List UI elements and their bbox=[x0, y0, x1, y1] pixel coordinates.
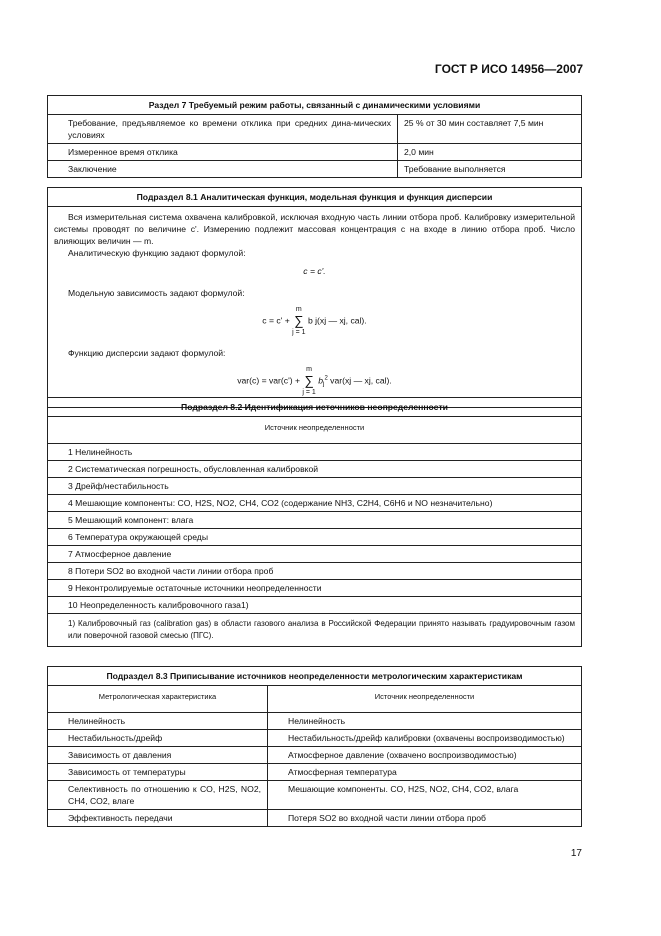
sum-symbol: m ∑ j = 1 bbox=[292, 306, 306, 336]
table-row bbox=[48, 115, 582, 144]
list-item: 2 Систематическая погрешность, обусловленная калибровкой bbox=[48, 461, 582, 478]
section83-title: Подраздел 8.3 Приписывание источников неопределенности метрологическим характеристикам bbox=[48, 667, 582, 686]
section81-paragraph: Вся измерительная система охвачена калибровкой, исключая входную часть линии отбора проб. Калибровку измерительной системы проводят по величине c'. Измерению подлежит массовая концентрация c на входе в линию отбора проб. Число влияющих величин — m. bbox=[54, 212, 575, 246]
document-id: ГОСТ Р ИСО 14956—2007 bbox=[434, 62, 583, 76]
list-item: 5 Мешающий компонент: влага bbox=[48, 512, 582, 529]
table-row bbox=[48, 161, 582, 178]
table-row: Зависимость от температуры Атмосферная температура bbox=[48, 764, 582, 781]
list-item: 9 Неконтролируемые остаточные источники неопределенности bbox=[48, 580, 582, 597]
requirement-label: Требование, предъявляемое ко времени отклика при средних дина-мических условиях bbox=[48, 115, 398, 144]
section7-title: Раздел 7 Требуемый режим работы, связанный с динамическими условиями bbox=[48, 96, 582, 115]
list-item: 8 Потери SO2 во входной части линии отбора проб bbox=[48, 563, 582, 580]
list-item: 7 Атмосферное давление bbox=[48, 546, 582, 563]
page-number: 17 bbox=[570, 848, 582, 859]
dispersion-intro: Функцию дисперсии задают формулой: bbox=[68, 348, 226, 358]
column-header: Метрологическая характеристика bbox=[48, 686, 268, 713]
column-header: Источник неопределенности bbox=[268, 686, 582, 713]
list-item: 6 Температура окружающей среды bbox=[48, 529, 582, 546]
section7-table bbox=[47, 95, 582, 178]
equation-dispersion: var(c) = var(c') + m ∑ j = 1 $b_j^2$ var(xj — xj, cal). bbox=[237, 366, 392, 396]
footnote: 1) Калибровочный газ (calibration gas) в области газового анализа в Российской Федерации принято называть градуировочным газом или поверочной газовой смесью (ПГС). bbox=[48, 614, 582, 647]
list-item: 4 Мешающие компоненты: CO, H2S, NO2, CH4, CO2 (содержание NH3, C2H4, C6H6 и NO незначительно) bbox=[48, 495, 582, 512]
table-row: Нелинейность Нелинейность bbox=[48, 713, 582, 730]
list-item: 3 Дрейф/нестабильность bbox=[48, 478, 582, 495]
section81-table bbox=[47, 187, 582, 408]
list-item: 10 Неопределенность калибровочного газа1) bbox=[48, 597, 582, 614]
equation-analytic: c = c'. bbox=[303, 266, 326, 276]
section83-table bbox=[47, 666, 582, 827]
requirement-value: 25 % от 30 мин составляет 7,5 мин bbox=[398, 115, 582, 144]
sum-symbol: m ∑ j = 1 bbox=[302, 366, 316, 396]
measured-label: Измеренное время отклика bbox=[48, 144, 398, 161]
table-row: Селективность по отношению к CO, H2S, NO2, CH4, CO2, влаге Мешающие компоненты. CO, H2S, NO2, CH4, CO2, влага bbox=[48, 781, 582, 810]
model-intro: Модельную зависимость задают формулой: bbox=[68, 288, 245, 298]
list-item: 1 Нелинейность bbox=[48, 444, 582, 461]
table-row bbox=[48, 144, 582, 161]
table-row: Нестабильность/дрейф Нестабильность/дрейф калибровки (охвачены воспроизводимостью) bbox=[48, 730, 582, 747]
column-header: Источник неопределенности bbox=[48, 417, 582, 444]
table-row: Эффективность передачи Потеря SO2 во входной части линии отбора проб bbox=[48, 810, 582, 827]
conclusion-label: Заключение bbox=[48, 161, 398, 178]
section82-title: Подраздел 8.2 Идентификация источников неопределенности bbox=[48, 398, 582, 417]
conclusion-value: Требование выполняется bbox=[398, 161, 582, 178]
section82-table bbox=[47, 397, 582, 647]
equation-model: c = c' + m ∑ j = 1 b j(xj — xj, cal). bbox=[262, 306, 367, 336]
analytic-intro: Аналитическую функцию задают формулой: bbox=[68, 248, 246, 258]
table-row: Зависимость от давления Атмосферное давление (охвачено воспроизводимостью) bbox=[48, 747, 582, 764]
measured-value: 2,0 мин bbox=[398, 144, 582, 161]
section81-title: Подраздел 8.1 Аналитическая функция, модельная функция и функция дисперсии bbox=[48, 188, 582, 207]
